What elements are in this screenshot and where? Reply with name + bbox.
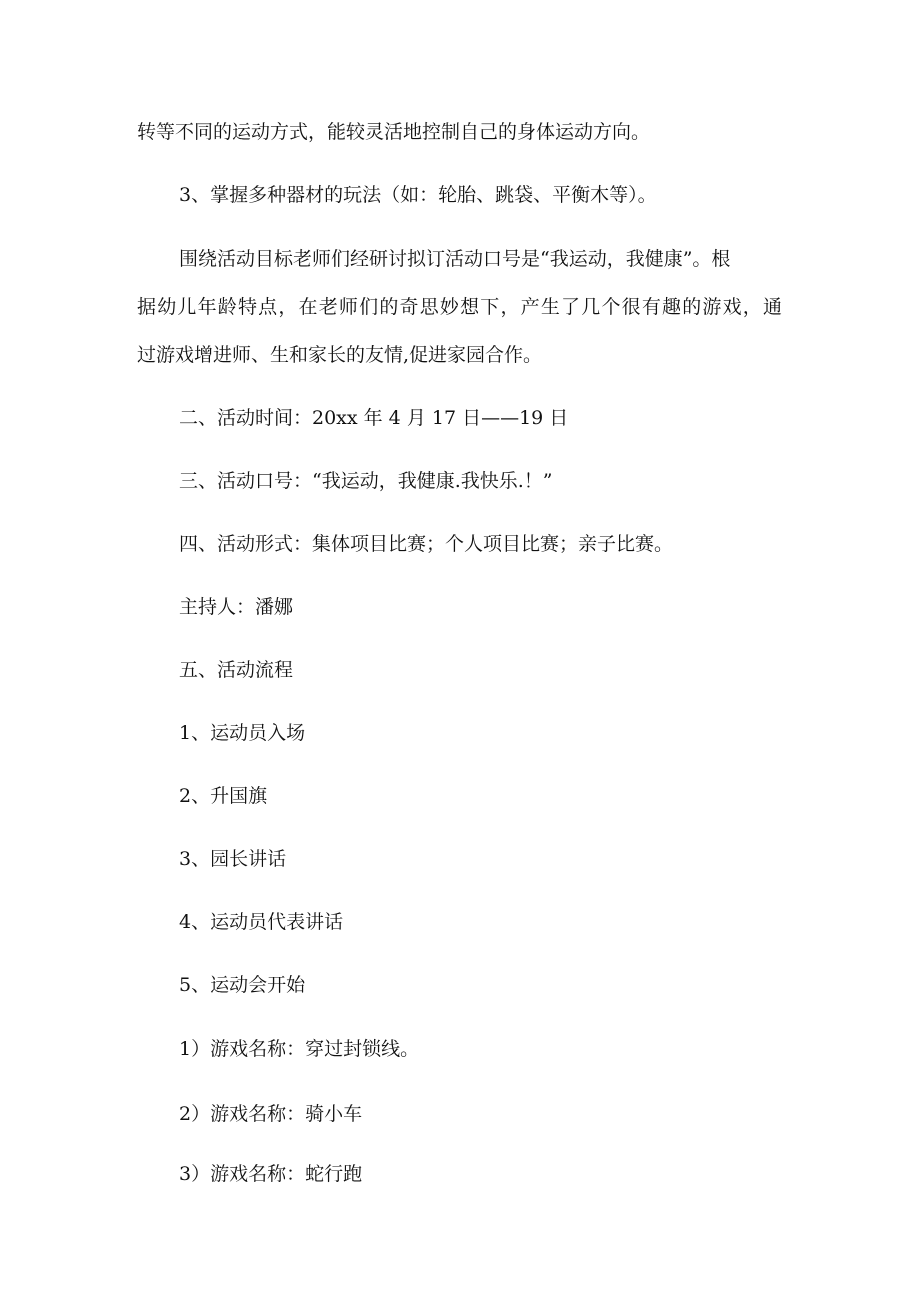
- text-line-activity-time: 二、活动时间：20xx 年 4 月 17 日——19 日: [179, 407, 569, 429]
- game-item-bike: 2）游戏名称：骑小车: [179, 1103, 363, 1125]
- list-item-flag-raising: 2、升国旗: [179, 785, 268, 807]
- text-line-motion-control: 转等不同的运动方式，能较灵活地控制自己的身体运动方向。: [137, 121, 651, 143]
- game-item-snake-run: 3）游戏名称：蛇行跑: [179, 1163, 363, 1185]
- text-line-host: 主持人：潘娜: [179, 596, 294, 618]
- list-item-games-start: 5、运动会开始: [179, 974, 306, 996]
- list-item-athlete-speech: 4、运动员代表讲话: [179, 911, 344, 933]
- text-line-cooperation: 过游戏增进师、生和家长的友情,促进家园合作。: [137, 344, 543, 366]
- list-item-athletes-enter: 1、运动员入场: [179, 722, 306, 744]
- text-line-activity-format: 四、活动形式：集体项目比赛；个人项目比赛；亲子比赛。: [179, 533, 674, 555]
- text-line-activity-slogan: 三、活动口号：“我运动，我健康.我快乐.！”: [179, 470, 553, 492]
- text-line-equipment-goal: 3、掌握多种器材的玩法（如：轮胎、跳袋、平衡木等）。: [179, 184, 657, 206]
- text-line-slogan-intro: 围绕活动目标老师们经研讨拟订活动口号是“我运动，我健康”。根: [179, 248, 731, 270]
- list-item-director-speech: 3、园长讲话: [179, 848, 287, 870]
- game-item-blockade: 1）游戏名称：穿过封锁线。: [179, 1038, 420, 1060]
- section-heading-process: 五、活动流程: [179, 659, 294, 681]
- text-line-games-intro: 据幼儿年龄特点，在老师们的奇思妙想下，产生了几个很有趣的游戏，通: [137, 296, 782, 318]
